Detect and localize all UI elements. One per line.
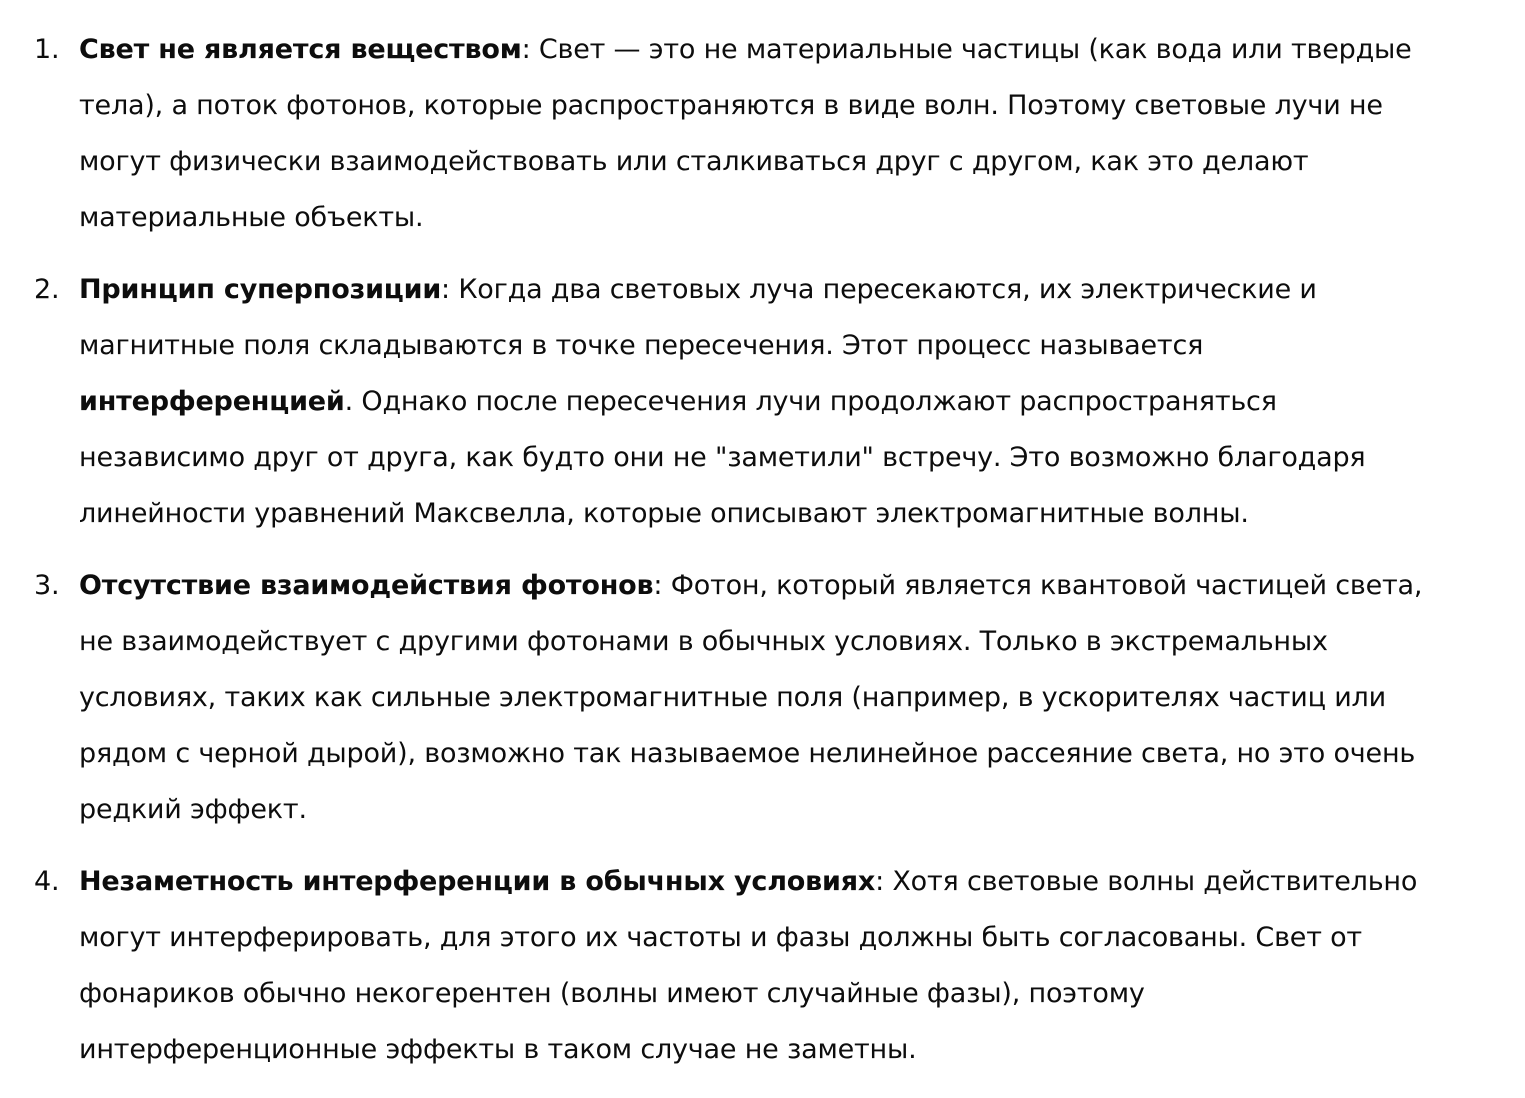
item-text: : Хотя световые волны действительно могут интерферировать, для этого их частоты и фазы должны быть согласованы. Свет от фонариков обычно некогерентен (волны имеют случайные фазы), поэтому интерференционные эффекты в таком случае не заметны. (79, 866, 1418, 1065)
item-term: Незаметность интерференции в обычных условиях (79, 866, 876, 897)
item-number: 2. (34, 274, 60, 305)
item-number: 3. (34, 570, 60, 601)
item-number: 1. (34, 34, 60, 65)
list-item-4 (0, 854, 1439, 1078)
item-text: : Когда два световых луча пересекаются, их электрические и магнитные поля складываются в точке пересечения. Этот процесс называется (79, 274, 1317, 361)
item-term: Свет не является веществом (79, 34, 522, 65)
item-text: : Фотон, который является квантовой частицей света, не взаимодействует с другими фотонами в обычных условиях. Только в экстремальных условиях, таких как сильные электромагнитные поля (например, в ускорителях частиц или рядом с черной дырой), возможно так называемое нелинейное рассеяние света, но это очень редкий эффект. (79, 570, 1423, 825)
list-item-2 (0, 262, 1439, 542)
item-text-after: . Однако после пересечения лучи продолжают распространяться независимо друг от друга, как будто они не "заметили" встречу. Это возможно благодаря линейности уравнений Максвелла, которые описывают электромагнитные волны. (79, 386, 1366, 529)
list-item-1 (0, 22, 1439, 246)
list-item-3 (0, 558, 1439, 838)
item-inline-term: интерференцией (79, 386, 345, 417)
item-number: 4. (34, 866, 60, 897)
item-text: : Свет — это не материальные частицы (как вода или твердые тела), а поток фотонов, которые распространяются в виде волн. Поэтому световые лучи не могут физически взаимодействовать или сталкиваться друг с другом, как это делают материальные объекты. (79, 34, 1412, 233)
explanation-list (0, 22, 1525, 1094)
item-term: Принцип суперпозиции (79, 274, 442, 305)
item-term: Отсутствие взаимодействия фотонов (79, 570, 654, 601)
